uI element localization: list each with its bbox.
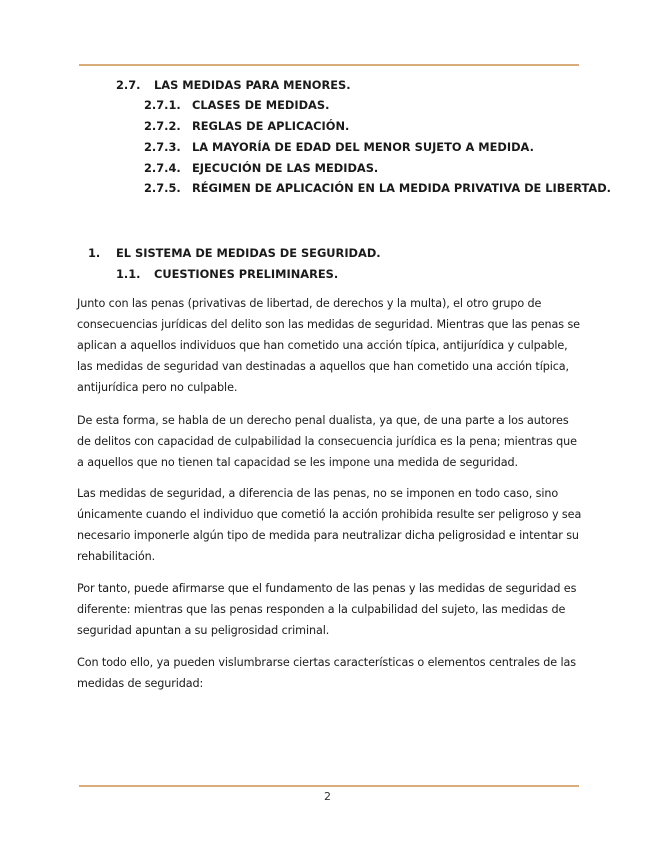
footer-rule xyxy=(79,785,579,787)
paragraph-line: necesario imponerle algún tipo de medida para neutralizar dicha peligrosidad e intentar su xyxy=(77,529,579,542)
paragraph-line: las medidas de seguridad van destinadas a aquellos que han cometido una acción típica, xyxy=(77,360,569,373)
toc-subsection-title: CLASES DE MEDIDAS. xyxy=(192,98,330,112)
toc-subsection-title: REGLAS DE APLICACIÓN. xyxy=(192,119,350,133)
paragraph-line: Junto con las penas (privativas de libertad, de derechos y la multa), el otro grupo de xyxy=(77,297,542,310)
paragraph-line: únicamente cuando el individuo que cometió la acción prohibida resulte ser peligroso y sea xyxy=(77,508,582,521)
paragraph-line: a aquellos que no tienen tal capacidad se les impone una medida de seguridad. xyxy=(77,456,518,469)
paragraph-line: consecuencias jurídicas del delito son las medidas de seguridad. Mientras que las penas se xyxy=(77,318,580,331)
paragraph xyxy=(77,578,581,641)
toc-section-number: 2.7. xyxy=(116,78,141,92)
paragraph xyxy=(77,410,581,473)
paragraph-line: medidas de seguridad: xyxy=(77,677,204,690)
paragraph-line: Por tanto, puede afirmarse que el fundamento de las penas y las medidas de seguridad es xyxy=(77,582,577,595)
paragraph-line: Con todo ello, ya pueden vislumbrarse ciertas características o elementos centrales de las xyxy=(77,656,577,669)
header-rule xyxy=(79,64,579,66)
paragraph-line: seguridad apuntan a su peligrosidad criminal. xyxy=(77,624,330,637)
toc-subsection-title: EJECUCIÓN DE LAS MEDIDAS. xyxy=(192,161,379,175)
section-title: CUESTIONES PRELIMINARES. xyxy=(154,267,339,281)
section-number: 1. xyxy=(88,246,101,260)
page-number: 2 xyxy=(324,790,331,803)
paragraph xyxy=(77,652,581,694)
paragraph-line: diferente: mientras que las penas responden a la culpabilidad del sujeto, las medidas de xyxy=(77,603,566,616)
section-number: 1.1. xyxy=(116,267,141,281)
paragraph-line: De esta forma, se habla de un derecho penal dualista, ya que, de una parte a los autores xyxy=(77,414,569,427)
paragraph xyxy=(77,293,581,398)
toc-section-title: LAS MEDIDAS PARA MENORES. xyxy=(154,78,351,92)
paragraph-line: antijurídica pero no culpable. xyxy=(77,381,238,394)
toc-subsection-number: 2.7.1. xyxy=(144,98,181,112)
paragraph-line: rehabilitación. xyxy=(77,550,156,563)
toc-subsection-number: 2.7.4. xyxy=(144,161,181,175)
paragraph-line: de delitos con capacidad de culpabilidad la consecuencia jurídica es la pena; mientras que xyxy=(77,435,577,448)
toc-subsection-title: RÉGIMEN DE APLICACIÓN EN LA MEDIDA PRIVATIVA DE LIBERTAD. xyxy=(192,181,611,195)
toc-subsection-title: LA MAYORÍA DE EDAD DEL MENOR SUJETO A MEDIDA. xyxy=(192,140,534,154)
paragraph xyxy=(77,483,581,567)
toc-subsection-number: 2.7.3. xyxy=(144,140,181,154)
section-title: EL SISTEMA DE MEDIDAS DE SEGURIDAD. xyxy=(116,246,381,260)
toc-subsection-number: 2.7.5. xyxy=(144,181,181,195)
paragraph-line: Las medidas de seguridad, a diferencia de las penas, no se imponen en todo caso, sino xyxy=(77,487,559,500)
paragraph-line: aplican a aquellos individuos que han cometido una acción típica, antijurídica y culpable, xyxy=(77,339,568,352)
toc-subsection-number: 2.7.2. xyxy=(144,119,181,133)
